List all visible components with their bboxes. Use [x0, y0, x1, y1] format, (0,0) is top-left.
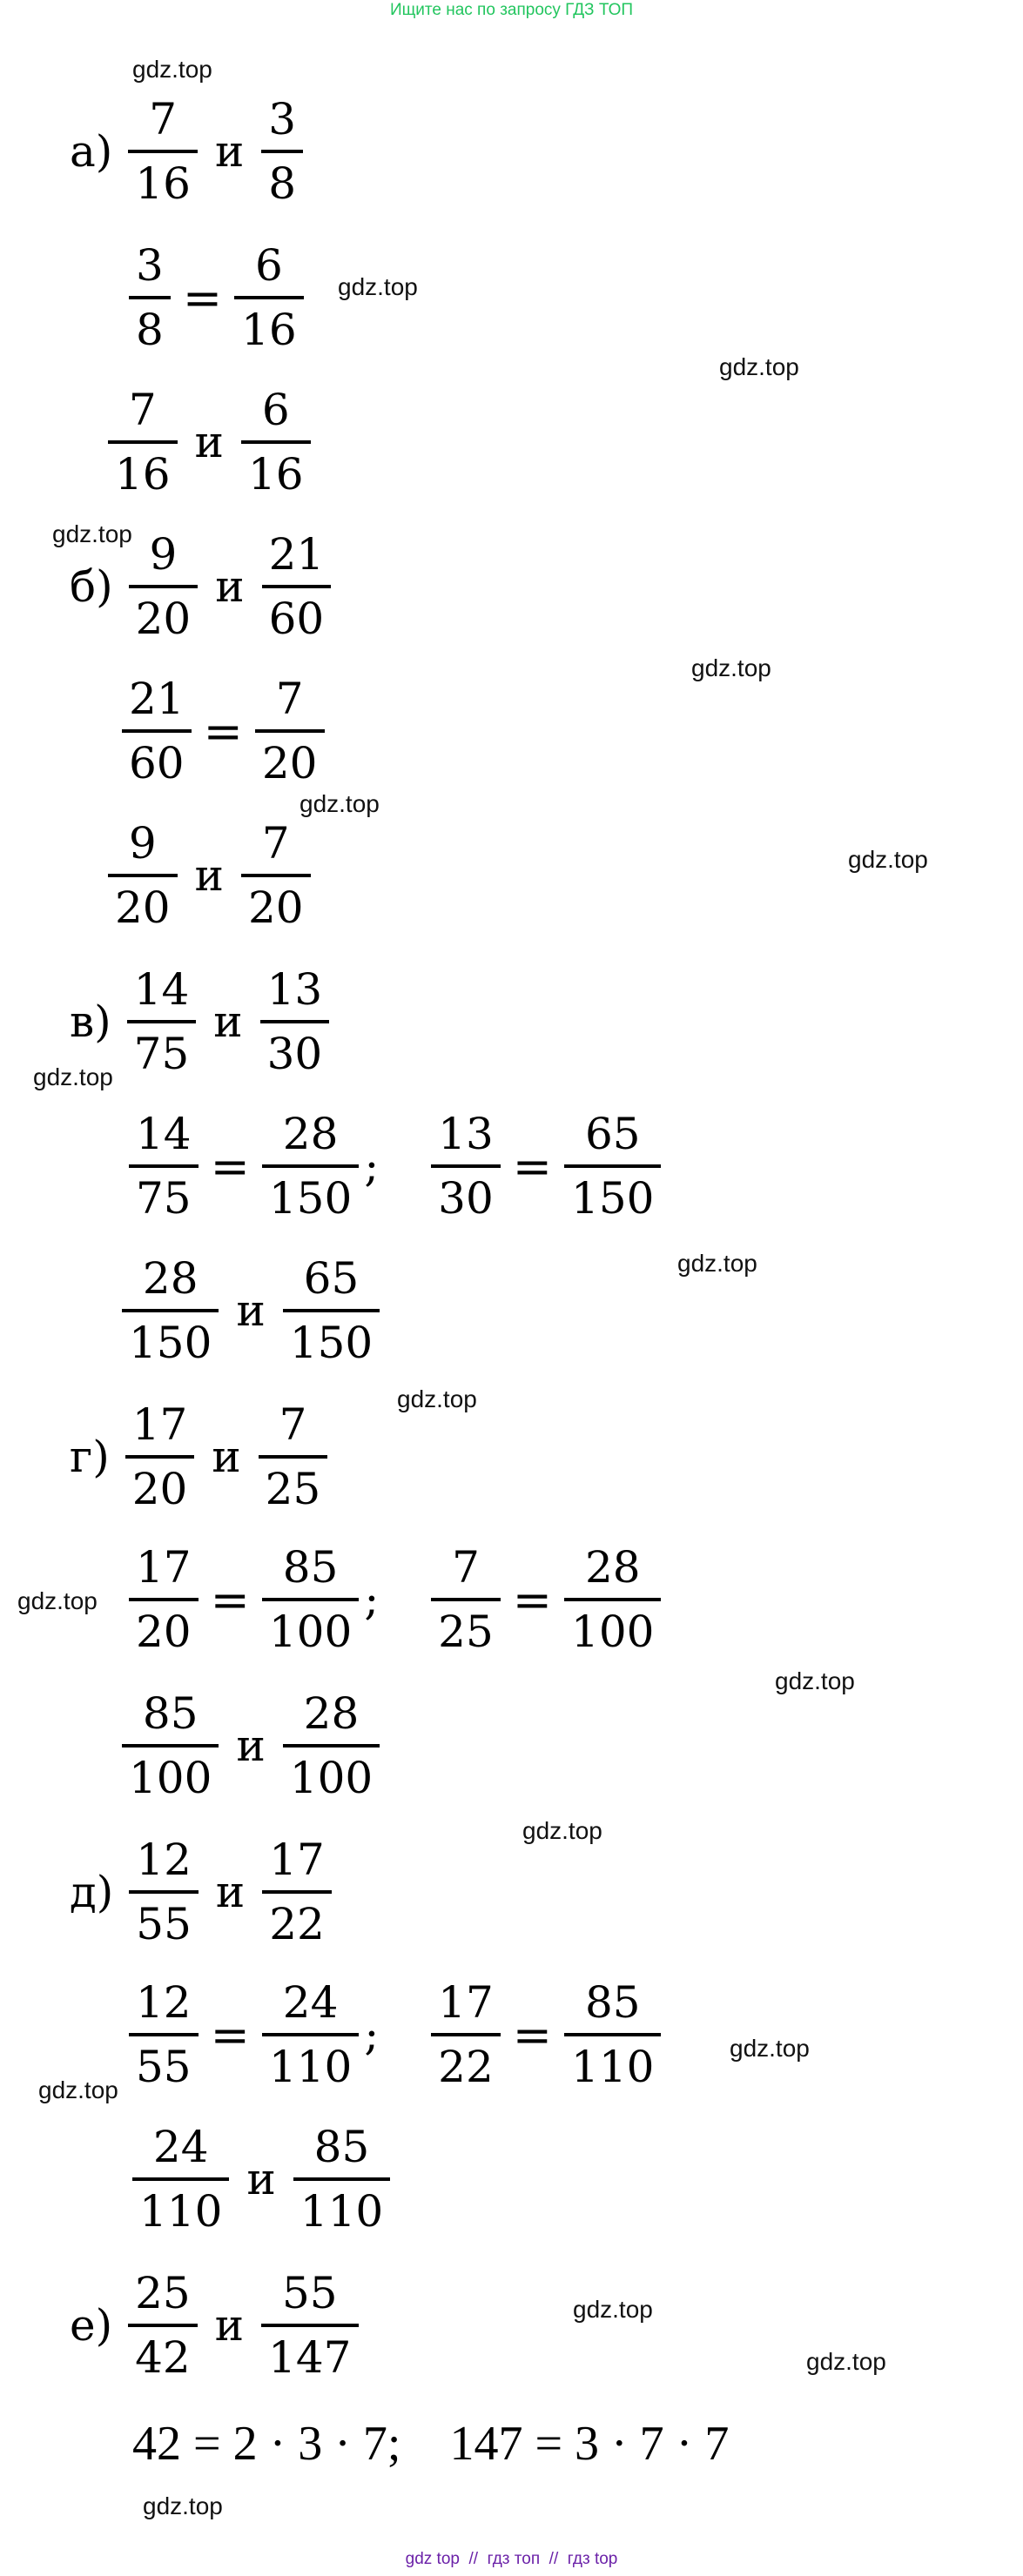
part-e-pair	[70, 2268, 359, 2383]
fraction: $\frac{7}{25}$	[431, 1546, 501, 1654]
part-a-result	[108, 385, 311, 500]
fraction: $\frac{21}{60}$	[122, 677, 192, 785]
equals-sign: =	[210, 1138, 250, 1194]
watermark: gdz.top	[522, 1817, 602, 1844]
watermark: gdz.top	[719, 353, 799, 380]
fraction: $\frac{14}{75}$	[127, 968, 197, 1076]
equals-sign: =	[203, 703, 243, 759]
watermark: gdz.top	[17, 1587, 98, 1614]
watermark: gdz.top	[397, 1385, 477, 1412]
watermark: gdz.top	[573, 2296, 653, 2323]
equals-sign: =	[210, 1572, 250, 1627]
fraction: $\frac{7}{20}$	[241, 822, 311, 929]
fraction: $\frac{28}{100}$	[564, 1546, 661, 1654]
word-and: и	[194, 850, 224, 901]
part-a-pair	[70, 94, 303, 209]
fraction: $\frac{85}{110}$	[564, 1981, 661, 2089]
watermark: gdz.top	[132, 56, 212, 83]
watermark: gdz.top	[52, 520, 132, 547]
fraction: $\frac{85}{100}$	[262, 1546, 359, 1654]
part-label: д)	[70, 1867, 114, 1917]
watermark: gdz.top	[143, 2492, 223, 2519]
watermark: gdz.top	[38, 2076, 118, 2103]
word-and: и	[212, 1432, 241, 1482]
equals-sign: =	[512, 2007, 553, 2063]
word-and: и	[215, 1867, 246, 1917]
part-v-result	[122, 1253, 380, 1368]
fraction: $\frac{7}{16}$	[108, 388, 178, 496]
footer-links: gdz top // гдз топ // гдз top	[405, 2550, 618, 2568]
fraction: $\frac{17}{20}$	[125, 1403, 195, 1511]
semicolon: ;	[364, 1141, 380, 1191]
part-label: а)	[70, 126, 113, 177]
fraction: $\frac{13}{30}$	[431, 1112, 501, 1220]
watermark: gdz.top	[33, 1063, 113, 1090]
part-g-equations	[129, 1542, 661, 1657]
fraction: $\frac{7}{25}$	[259, 1403, 328, 1511]
fraction: $\frac{6}{16}$	[241, 388, 311, 496]
fraction: $\frac{7}{16}$	[128, 97, 198, 205]
part-g-result	[122, 1688, 380, 1803]
part-b-equation	[122, 674, 325, 788]
part-label: г)	[70, 1432, 110, 1482]
fraction: $\frac{24}{110}$	[262, 1981, 359, 2089]
part-v-equations	[129, 1109, 661, 1224]
semicolon: ;	[364, 1574, 380, 1625]
watermark: gdz.top	[691, 654, 771, 681]
fraction: $\frac{28}{150}$	[262, 1112, 359, 1220]
fraction: $\frac{65}{150}$	[283, 1257, 380, 1365]
fraction: $\frac{13}{30}$	[260, 968, 330, 1076]
watermark: gdz.top	[848, 846, 928, 873]
part-b-result	[108, 818, 311, 933]
equals-sign: =	[512, 1572, 553, 1627]
watermark: gdz.top	[806, 2348, 886, 2375]
watermark: gdz.top	[338, 273, 418, 300]
word-and: и	[215, 561, 245, 612]
part-label: б)	[70, 561, 113, 612]
part-g-pair	[70, 1399, 327, 1514]
equals-sign: =	[210, 2007, 250, 2063]
watermark: gdz.top	[775, 1667, 855, 1694]
fraction: $\frac{85}{110}$	[293, 2125, 390, 2233]
fraction: $\frac{6}{16}$	[234, 244, 304, 352]
fraction: $\frac{28}{150}$	[122, 1257, 219, 1365]
fraction: $\frac{14}{75}$	[129, 1112, 199, 1220]
watermark: gdz.top	[677, 1250, 757, 1277]
fraction: $\frac{9}{20}$	[129, 533, 199, 641]
fraction: $\frac{12}{55}$	[129, 1838, 199, 1946]
fraction: $\frac{21}{60}$	[262, 533, 332, 641]
fraction: $\frac{65}{150}$	[564, 1112, 661, 1220]
fraction: $\frac{17}{22}$	[431, 1981, 501, 2089]
fraction: $\frac{3}{8}$	[129, 244, 171, 352]
fraction: $\frac{28}{100}$	[283, 1692, 380, 1800]
part-d-pair	[70, 1835, 332, 1949]
header-note: Ищите нас по запросу ГДЗ ТОП	[389, 1, 634, 19]
fraction: $\frac{25}{42}$	[128, 2271, 198, 2379]
semicolon: ;	[364, 2009, 380, 2060]
fraction: $\frac{12}{55}$	[129, 1981, 199, 2089]
part-label: е)	[70, 2300, 113, 2351]
fraction: $\frac{9}{20}$	[108, 822, 178, 929]
word-and: и	[236, 1285, 266, 1336]
part-v-pair	[70, 964, 329, 1079]
fraction: $\frac{55}{147}$	[261, 2271, 358, 2379]
fraction: $\frac{3}{8}$	[261, 97, 303, 205]
word-and: и	[214, 126, 245, 177]
watermark: gdz.top	[299, 790, 380, 817]
fraction: $\frac{7}{20}$	[255, 677, 325, 785]
part-a-equation	[129, 240, 304, 355]
word-and: и	[214, 2300, 245, 2351]
word-and: и	[246, 2154, 276, 2204]
part-d-equations	[129, 1977, 661, 2092]
fraction: $\frac{17}{22}$	[262, 1838, 332, 1946]
factorization-line: 42 = 2 · 3 · 7; 147 = 3 · 7 · 7	[132, 2417, 730, 2471]
word-and: и	[194, 417, 224, 467]
fraction: $\frac{24}{110}$	[132, 2125, 229, 2233]
part-d-result	[132, 2122, 390, 2237]
fraction: $\frac{85}{100}$	[122, 1692, 219, 1800]
watermark: gdz.top	[730, 2035, 810, 2062]
fraction: $\frac{17}{20}$	[129, 1546, 199, 1654]
word-and: и	[236, 1721, 266, 1771]
equals-sign: =	[182, 270, 223, 325]
part-label: в)	[70, 996, 111, 1047]
equals-sign: =	[512, 1138, 553, 1194]
word-and: и	[213, 996, 243, 1047]
